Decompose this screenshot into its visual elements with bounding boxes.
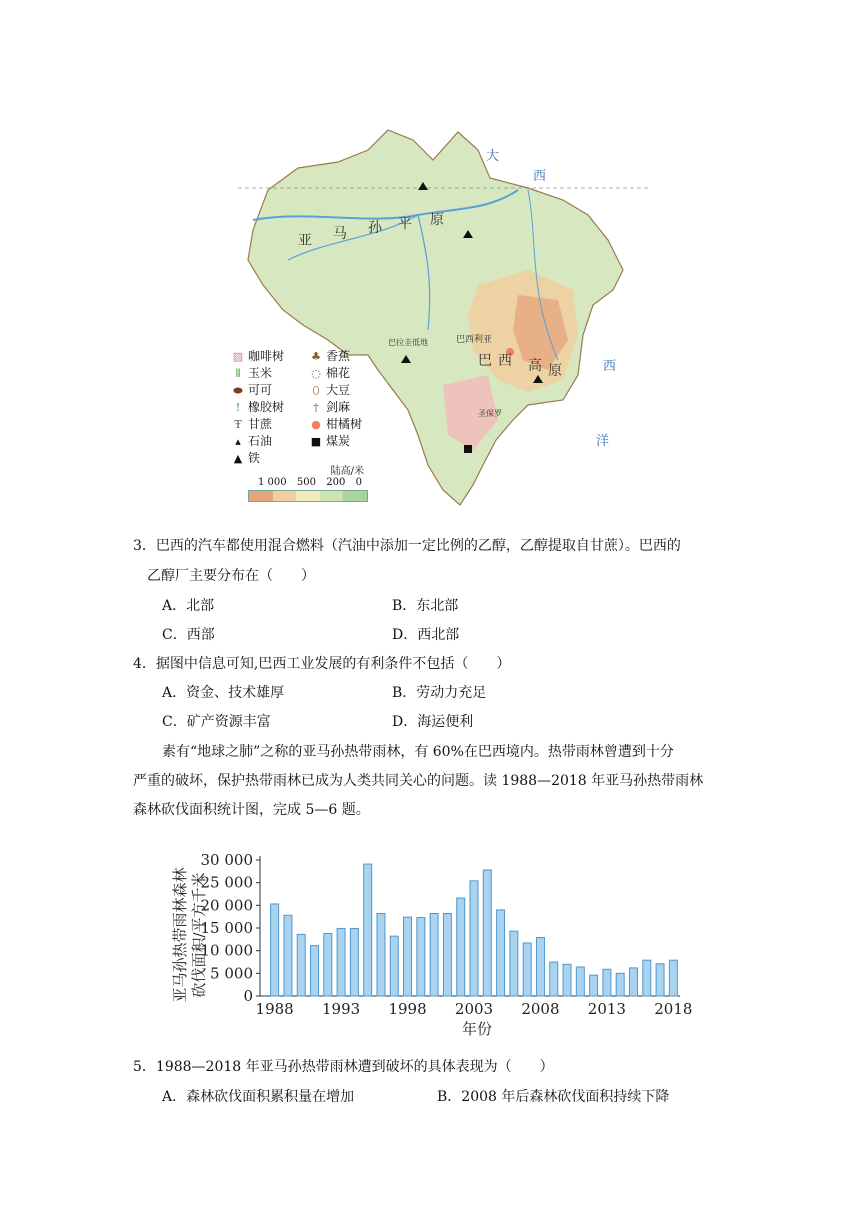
- bar-1990: [297, 934, 305, 996]
- y-axis-label: 砍伐面积/平方千米: [190, 872, 208, 998]
- bar-2016: [643, 960, 651, 996]
- q4-option-b[interactable]: B．劳动力充足: [392, 685, 487, 701]
- citrus-icon: ●: [311, 418, 321, 431]
- y-tick-label: 5 000: [210, 964, 253, 983]
- y-tick-label: 30 000: [200, 851, 253, 869]
- elevation-swatch: [296, 491, 320, 501]
- highland-label: 原: [548, 363, 562, 379]
- x-tick-label: 1988: [255, 1000, 294, 1018]
- legend-item: [232, 365, 302, 382]
- legend-label: 石油: [248, 434, 273, 448]
- elevation-title: 陆高/米: [330, 466, 364, 477]
- passage-line1: 素有“地球之肺”之称的亚马孙热带雨林，有 60%在巴西境内。热带雨林曾遭到十分: [162, 744, 674, 760]
- passage-line3: 森林砍伐面积统计图，完成 5—6 题。: [133, 802, 370, 818]
- q5-option-b[interactable]: B．2008 年后森林砍伐面积持续下降: [437, 1089, 670, 1105]
- corn-icon: ⦀: [235, 367, 241, 380]
- bar-1998: [404, 917, 412, 996]
- q3-stem-line2: 乙醇厂主要分布在（ ）: [147, 568, 315, 584]
- elevation-scale: [248, 462, 368, 502]
- legend-row: [232, 382, 382, 399]
- y-tick-label: 25 000: [200, 873, 253, 892]
- legend-item: [310, 382, 380, 399]
- elevation-swatch: [343, 491, 367, 501]
- legend-label: 玉米: [248, 366, 273, 380]
- bar-2005: [497, 910, 505, 996]
- bar-1995: [364, 864, 372, 996]
- bar-1994: [350, 928, 358, 996]
- bar-2000: [430, 913, 438, 996]
- legend-item: [232, 348, 302, 365]
- legend-item: [310, 399, 380, 416]
- amazon-label: 马: [333, 226, 347, 242]
- legend-item: [310, 416, 380, 433]
- bar-2013: [603, 969, 611, 996]
- region-label: 巴拉圭低地: [388, 338, 428, 347]
- bar-1996: [377, 913, 385, 996]
- deforestation-bar-chart: [162, 830, 702, 1040]
- q4-option-a[interactable]: A．资金、技术雄厚: [162, 685, 285, 701]
- q5-option-a[interactable]: A．森林砍伐面积累积量在增加: [162, 1089, 355, 1105]
- x-tick-label: 2008: [521, 1000, 560, 1018]
- legend-label: 大豆: [326, 383, 351, 397]
- amazon-label: 亚: [298, 233, 312, 249]
- map-legend: [232, 348, 382, 467]
- bar-2014: [616, 973, 624, 996]
- y-tick-label: 15 000: [200, 919, 253, 937]
- city-label: 圣保罗: [478, 409, 502, 418]
- y-tick-label: 10 000: [200, 941, 253, 960]
- elevation-tick: 500: [296, 477, 316, 488]
- q4-option-c[interactable]: C．矿产资源丰富: [162, 714, 271, 730]
- elevation-tick: 1 000: [258, 477, 287, 488]
- q3-option-a[interactable]: A．北部: [162, 598, 215, 614]
- legend-item: [310, 433, 380, 450]
- x-tick-label: 1993: [322, 1000, 361, 1018]
- passage-line2: 严重的破坏，保护热带雨林已成为人类共同关心的问题。读 1988—2018 年亚马孙热带雨林: [133, 773, 704, 789]
- legend-row: [232, 433, 382, 450]
- bar-1993: [337, 928, 345, 996]
- legend-row: [232, 348, 382, 365]
- highland-label: 高: [528, 358, 542, 374]
- q3-option-c[interactable]: C．西部: [162, 627, 215, 643]
- bar-2010: [563, 964, 571, 996]
- highland-label: 西: [498, 353, 512, 369]
- highland-label: 巴: [478, 353, 492, 369]
- q4-option-d[interactable]: D．海运便利: [392, 714, 474, 730]
- cocoa-icon: ⬬: [233, 384, 243, 397]
- legend-item: [310, 365, 380, 382]
- bar-2018: [669, 960, 677, 996]
- legend-item: [232, 382, 302, 399]
- bar-2001: [443, 913, 451, 996]
- q3-option-b[interactable]: B．东北部: [392, 598, 459, 614]
- elevation-swatch: [320, 491, 344, 501]
- legend-label: 甘蔗: [248, 417, 273, 431]
- amazon-label: 原: [430, 212, 444, 228]
- legend-item: [232, 433, 302, 450]
- y-tick-label: 20 000: [200, 896, 253, 915]
- legend-label: 铁: [248, 451, 261, 465]
- bar-2012: [590, 975, 598, 996]
- q4-stem: 4．据图中信息可知,巴西工业发展的有利条件不包括（ ）: [133, 656, 511, 672]
- legend-item: [232, 399, 302, 416]
- amazon-label: 平: [398, 216, 412, 232]
- soybean-icon: ⬯: [312, 384, 320, 397]
- amazon-label: 孙: [368, 220, 382, 236]
- bar-2003: [470, 881, 478, 996]
- legend-row: [232, 416, 382, 433]
- coal-icon: ■: [310, 435, 322, 448]
- bar-2017: [656, 964, 664, 996]
- coal-symbol: [464, 445, 472, 453]
- bar-1992: [324, 933, 332, 996]
- bar-1988: [271, 904, 279, 996]
- sisal-icon: †: [313, 401, 319, 414]
- legend-label: 棉花: [326, 366, 351, 380]
- legend-item: [310, 348, 380, 365]
- bar-1989: [284, 915, 292, 996]
- y-tick-label: 0: [243, 987, 253, 1005]
- ocean-label: 西: [533, 169, 547, 184]
- legend-label: 可可: [248, 383, 273, 397]
- elevation-swatch: [249, 491, 273, 501]
- banana-icon: ♣: [311, 350, 321, 363]
- bar-1991: [311, 946, 319, 996]
- cotton-icon: ◌: [311, 367, 321, 380]
- ocean-label: 洋: [596, 434, 610, 449]
- legend-label: 橡胶树: [248, 400, 285, 414]
- x-tick-label: 1998: [388, 1000, 427, 1018]
- deforestation-chart: [162, 830, 702, 1040]
- legend-row: [232, 399, 382, 416]
- legend-row: [232, 365, 382, 382]
- ocean-label: 西: [603, 359, 617, 374]
- bar-2008: [536, 938, 544, 996]
- x-tick-label: 2018: [654, 1000, 693, 1018]
- elevation-ticks: [248, 477, 368, 488]
- x-tick-label: 2003: [454, 1000, 494, 1018]
- q5-stem: 5．1988—2018 年亚马孙热带雨林遭到破坏的具体表现为（ ）: [133, 1059, 554, 1075]
- bar-2007: [523, 943, 531, 996]
- iron-icon: ▲: [233, 452, 243, 465]
- q3-option-d[interactable]: D．西北部: [392, 627, 460, 643]
- q3-stem-line1: 3．巴西的汽车都使用混合燃料（汽油中添加一定比例的乙醇，乙醇提取自甘蔗）。巴西的: [133, 538, 681, 554]
- x-tick-label: 2013: [587, 1000, 626, 1018]
- coffee-icon: ▨: [232, 350, 244, 363]
- legend-item: [232, 416, 302, 433]
- elevation-bar: [248, 490, 368, 502]
- elevation-tick: 0: [355, 477, 362, 488]
- bar-2006: [510, 931, 518, 996]
- elevation-tick: 200: [326, 477, 346, 488]
- elevation-swatch: [273, 491, 297, 501]
- bar-2011: [576, 967, 584, 996]
- ocean-label: 大: [486, 149, 500, 164]
- city-label: 巴西利亚: [456, 335, 493, 345]
- legend-label: 剑麻: [326, 400, 351, 414]
- rubber-icon: !: [235, 401, 241, 414]
- bar-1999: [417, 918, 425, 996]
- sugarcane-icon: Ŧ: [234, 418, 242, 431]
- oil-icon: ▴: [235, 435, 241, 448]
- legend-label: 柑橘树: [326, 417, 363, 431]
- x-axis-label: 年份: [461, 1020, 493, 1038]
- bar-2015: [629, 968, 637, 996]
- bar-2009: [550, 962, 558, 996]
- legend-label: 煤炭: [326, 434, 351, 448]
- legend-label: 咖啡树: [248, 349, 285, 363]
- y-axis-label: 亚马孙热带雨林森林: [171, 867, 189, 1003]
- bar-2002: [457, 898, 465, 996]
- bar-2004: [483, 870, 491, 996]
- bar-1997: [390, 936, 398, 996]
- legend-label: 香蕉: [326, 349, 351, 363]
